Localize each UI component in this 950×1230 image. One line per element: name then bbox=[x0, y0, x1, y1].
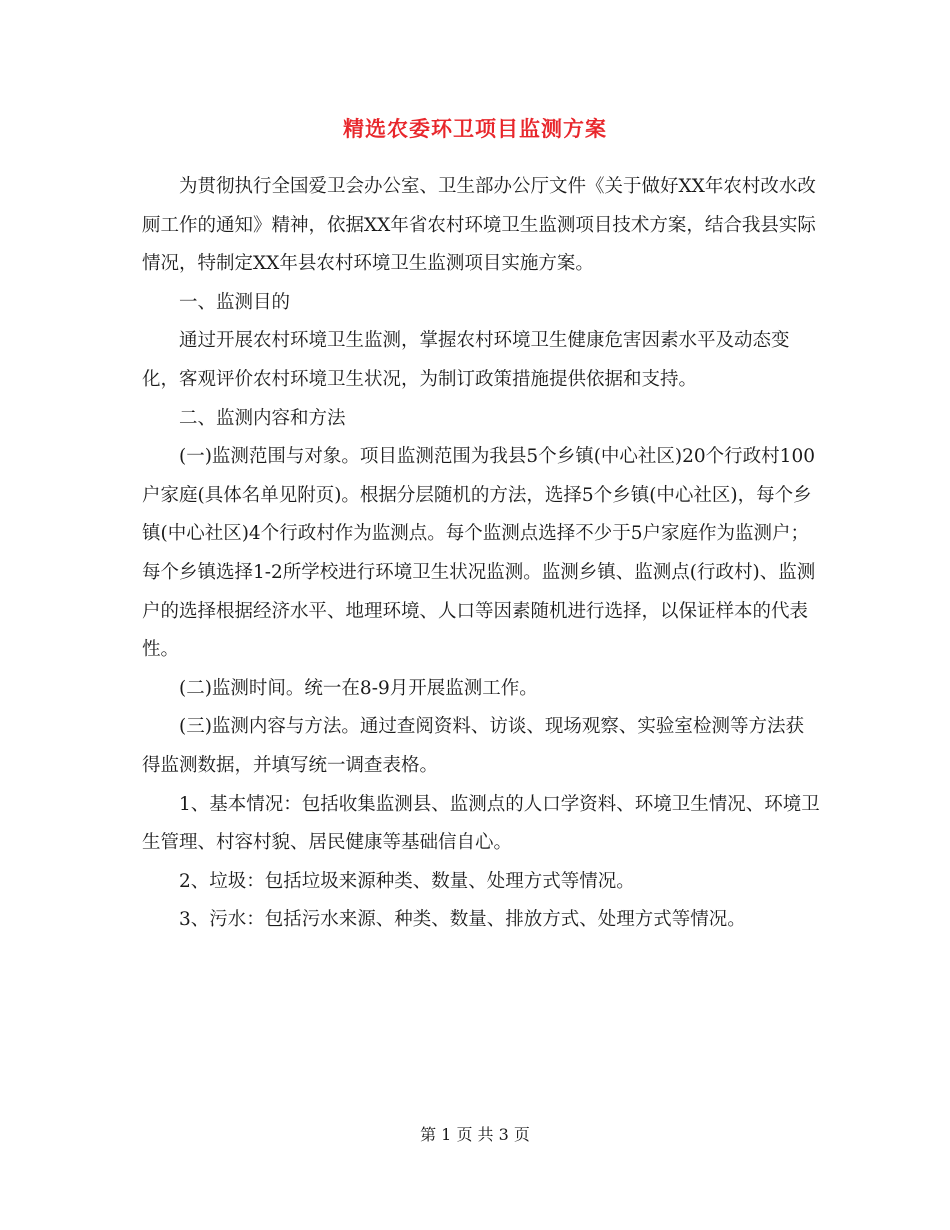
paragraph-time: (二)监测时间。统一在8-9月开展监测工作。 bbox=[179, 677, 538, 699]
paragraph-scope: (一)监测范围与对象。项目监测范围为我县5个乡镇(中心社区)20个行政村100户家庭(具体名单见附页)。根据分层随机的方法，选择5个乡镇(中心社区)，每个乡镇(中心社区)4个行政村作为监测点。每个监测点选择不少于5户家庭作为监测户；每个乡镇选择1-2所学校进行环境卫生状况监测。监测乡镇、监测点(行政村)、监测户的选择根据经济水平、地理环境、人口等因素随机进行选择，以保证样本的代表性。 bbox=[142, 446, 816, 661]
page-number-footer: 第 1 页 共 3 页 bbox=[420, 1125, 530, 1144]
heading-monitoring-purpose: 一、监测目的 bbox=[179, 291, 291, 313]
paragraph-intro: 为贯彻执行全国爱卫会办公室、卫生部办公厅文件《关于做好XX年农村改水改厕工作的通知》精神，依据XX年省农村环境卫生监测项目技术方案，结合我县实际情况，特制定XX年县农村环境卫生监测项目实施方案。 bbox=[142, 176, 816, 275]
paragraph-sewage: 3、污水：包括污水来源、种类、数量、排放方式、处理方式等情况。 bbox=[179, 909, 746, 931]
document-title: 精选农委环卫项目监测方案 bbox=[343, 116, 607, 141]
document-body bbox=[142, 168, 822, 940]
paragraph-garbage: 2、垃圾：包括垃圾来源种类、数量、处理方式等情况。 bbox=[179, 870, 635, 892]
paragraph-purpose: 通过开展农村环境卫生监测，掌握农村环境卫生健康危害因素水平及动态变化，客观评价农村环境卫生状况，为制订政策措施提供依据和支持。 bbox=[142, 330, 790, 390]
paragraph-methods: (三)监测内容与方法。通过查阅资料、访谈、现场观察、实验室检测等方法获得监测数据，并填写统一调查表格。 bbox=[142, 716, 804, 776]
heading-content-and-methods: 二、监测内容和方法 bbox=[179, 407, 346, 429]
paragraph-basic-info: 1、基本情况：包括收集监测县、监测点的人口学资料、环境卫生情况、环境卫生管理、村容村貌、居民健康等基础信自心。 bbox=[142, 793, 820, 854]
